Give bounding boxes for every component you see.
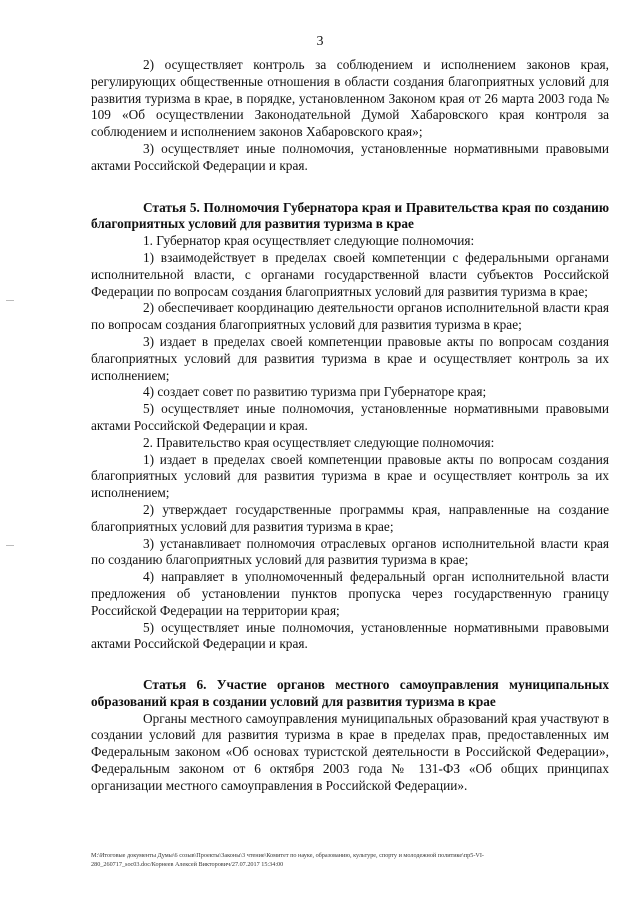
paragraph: 4) создает совет по развитию туризма при Губернаторе края; — [143, 384, 487, 400]
paragraph: 3) издает в пределах своей компетенции правовые акты по вопросам создания благоприятных условий для развития туризма в крае и осуществляет контроль за их исполнением; — [91, 333, 609, 383]
scan-margin-mark — [6, 545, 14, 546]
paragraph: 1) издает в пределах своей компетенции правовые акты по вопросам создания благоприятных условий для развития туризма в крае и осуществляет контроль за их исполнением; — [91, 451, 609, 501]
page-number: 3 — [316, 34, 324, 49]
article-5-heading: Статья 5. Полномочия Губернатора края и Правительства края по созданию благоприятных условий для развития туризма в крае — [91, 199, 609, 232]
document-body — [91, 57, 609, 795]
scan-margin-mark — [6, 300, 14, 301]
paragraph: 2) утверждает государственные программы края, направленные на создание благоприятных условий для развития туризма в крае; — [91, 501, 609, 534]
paragraph: 1. Губернатор края осуществляет следующие полномочия: — [143, 233, 475, 249]
article-6-heading: Статья 6. Участие органов местного самоуправления муниципальных образований края в создании условий для развития туризма в крае — [91, 677, 609, 709]
paragraph: Органы местного самоуправления муниципальных образований края участвуют в создании условий для развития туризма в крае в пределах прав, предоставленных им Федеральным законом «Об основах туристской деятельности в Российской Федерации», Федеральным законом от 6 октября 2003 года № 131-ФЗ «Об общих принципах организации местного самоуправления в Российской Федерации». — [91, 710, 609, 793]
footer-line: M:\Итоговые документы Думы\6 созыв\Проекты\Законы\3 чтение\Комитет по науке, образованию, культуре, спорту и молодежной политике\пр5-VI- — [91, 852, 484, 859]
footer-line: 280_260717_soc03.doc/Корнеев Алексей Викторович/27.07.2017 15:34:00 — [91, 861, 284, 868]
paragraph: 3) устанавливает полномочия отраслевых органов исполнительной власти края по созданию благоприятных условий для развития туризма в крае; — [91, 535, 609, 568]
paragraph: 4) направляет в уполномоченный федеральный орган исполнительной власти предложения об установлении пунктов пропуска через государственную границу Российской Федерации на территории края; — [91, 569, 609, 618]
paragraph: 5) осуществляет иные полномочия, установленные нормативными правовыми актами Российской Федерации и края. — [91, 401, 609, 433]
paragraph: 1) взаимодействует в пределах своей компетенции с федеральными органами исполнительной власти, с органами государственной власти субъектов Российской Федерации по вопросам создания благоприятных условий для развития туризма в крае; — [91, 249, 609, 299]
paragraph: 2) осуществляет контроль за соблюдением и исполнением законов края, регулирующих общественные отношения в области создания благоприятных условий для развития туризма в крае, в порядке, установленном Законом края от 26 марта 2003 года № 109 «Об осуществлении Законодательной Думой Хабаровского края контроля за соблюдением и исполнением законов Хабаровского края»; — [91, 57, 609, 140]
file-path-footer — [91, 851, 621, 869]
paragraph: 5) осуществляет иные полномочия, установленные нормативными правовыми актами Российской Федерации и края. — [91, 619, 609, 652]
paragraph: 2. Правительство края осуществляет следующие полномочия: — [143, 434, 495, 450]
paragraph: 3) осуществляет иные полномочия, установленные нормативными правовыми актами Российской Федерации и края. — [91, 140, 609, 173]
paragraph: 2) обеспечивает координацию деятельности органов исполнительной власти края по вопросам создания благоприятных условий для развития туризма в крае; — [91, 300, 609, 333]
